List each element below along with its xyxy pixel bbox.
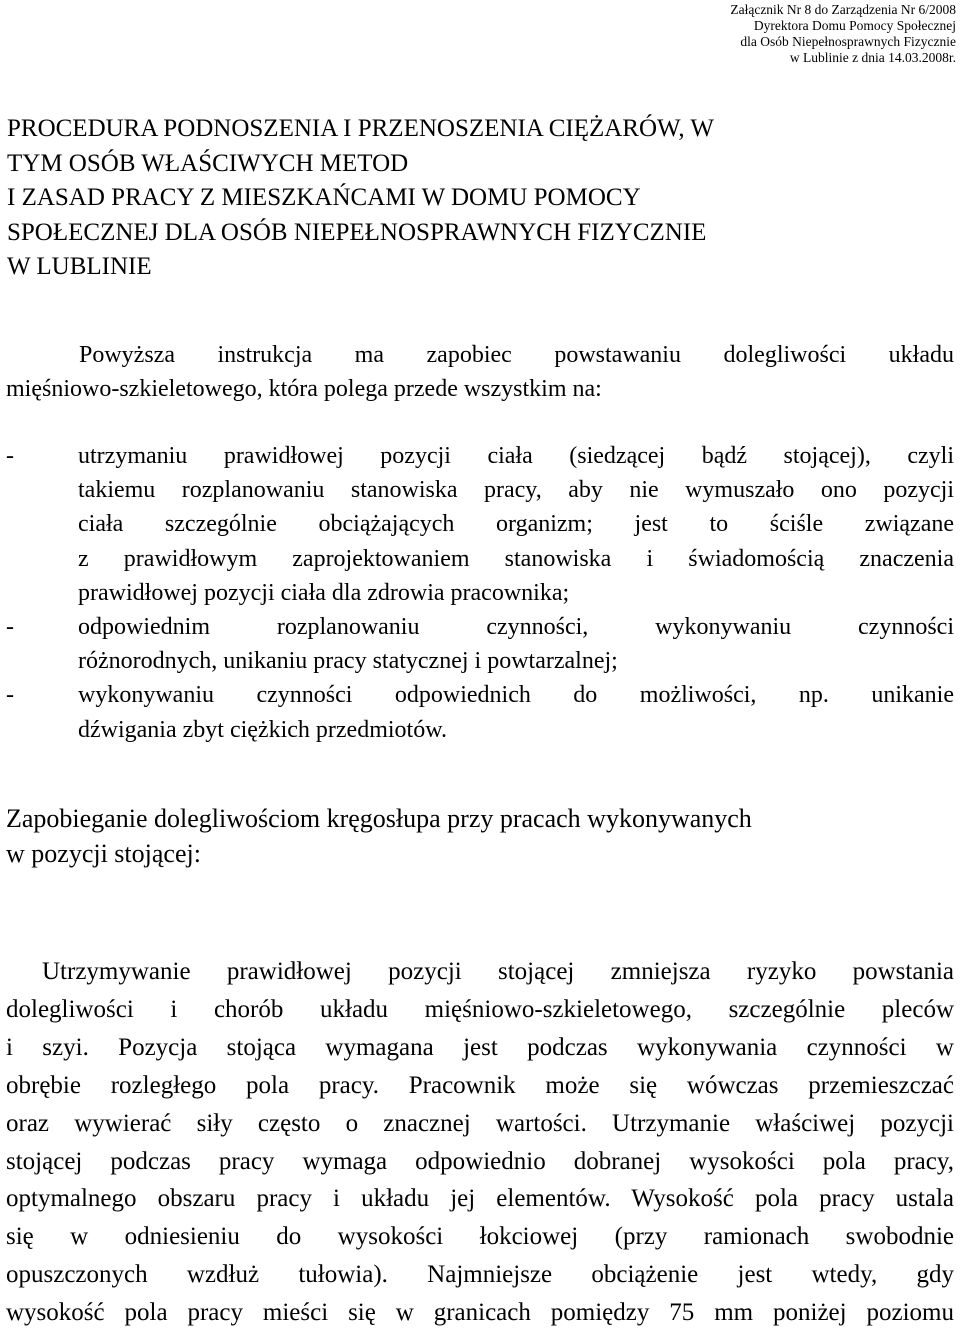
document-title [7,112,952,285]
paragraph-line: obrębie rozległego pola pracy. Pracownik może się wówczas przemieszczać [6,1071,954,1099]
paragraph-line: wysokość pola pracy mieści się w granicach pomiędzy 75 mm poniżej poziomu [6,1299,954,1327]
paragraph-line: Utrzymywanie prawidłowej pozycji stojącej zmniejsza ryzyko powstania [42,958,954,985]
annex-header-line: Dyrektora Domu Pomocy Społecznej [753,18,956,33]
intro-paragraph [6,338,954,406]
list-line: ciała szczególnie obciążających organizm; jest to ściśle związane [78,511,954,538]
paragraph-line: się w odniesieniu do wysokości łokciowej (przy ramionach swobodnie [6,1223,954,1251]
paragraph-line: dolegliwości i chorób układu mięśniowo-szkieletowego, szczególnie pleców [6,995,954,1023]
list-line: różnorodnych, unikaniu pracy statycznej i powtarzalnej; [78,648,618,675]
list-line: utrzymaniu prawidłowej pozycji ciała (siedzącej bądź stojącej), czyli [78,443,954,469]
list-item [6,439,954,610]
title-line: W LUBLINIE [7,253,152,280]
requirements-list [6,439,954,747]
list-item-text [78,678,954,746]
subheading-line: Zapobieganie dolegliwościom kręgosłupa przy pracach wykonywanych [6,804,752,833]
paragraph-line: i szyi. Pozycja stojąca wymagana jest podczas wykonywania czynności w [6,1033,954,1061]
list-dash: - [6,614,14,641]
subheading-line: w pozycji stojącej: [6,839,201,868]
title-line: PROCEDURA PODNOSZENIA I PRZENOSZENIA CIĘŻARÓW, W [7,115,714,142]
title-line: SPOŁECZNEJ DLA OSÓB NIEPEŁNOSPRAWNYCH FIZYCZNIE [7,218,707,246]
intro-line: mięśniowo-szkieletowego, która polega przede wszystkim na: [6,376,602,403]
list-line: takiemu rozplanowaniu stanowiska pracy, aby nie wymuszało ono pozycji [78,477,954,504]
paragraph-line: optymalnego obszaru pracy i układu jej elementów. Wysokość pola pracy ustala [6,1185,954,1213]
list-line: prawidłowej pozycji ciała dla zdrowia pracownika; [78,579,570,606]
title-line: TYM OSÓB WŁAŚCIWYCH METOD [7,149,409,177]
annex-header-line: w Lublinie z dnia 14.03.2008r. [789,50,956,65]
paragraph-line: opuszczonych wzdłuż tułowia). Najmniejsze obciążenie jest wtedy, gdy [6,1261,954,1289]
list-item [6,610,954,678]
list-dash: - [6,682,14,709]
list-item-text [78,439,954,610]
annex-header-line: Załącznik Nr 8 do Zarządzenia Nr 6/2008 [730,2,956,17]
paragraph-line: stojącej podczas pracy wymaga odpowiednio dobranej wysokości pola pracy, [6,1147,954,1175]
paragraph-line: oraz wywierać siły często o znacznej wartości. Utrzymanie właściwej pozycji [6,1109,954,1137]
list-dash: - [6,443,14,469]
title-line: I ZASAD PRACY Z MIESZKAŃCAMI W DOMU POMOCY [7,184,641,211]
list-item-text [78,610,954,678]
list-item [6,678,954,746]
annex-header-note [636,2,956,66]
annex-header-line: dla Osób Niepełnosprawnych Fizycznie [740,34,956,49]
intro-line: Powyższa instrukcja ma zapobiec powstawaniu dolegliwości układu [79,342,954,368]
list-line: dźwigania zbyt ciężkich przedmiotów. [78,716,447,743]
list-line: odpowiednim rozplanowaniu czynności, wykonywaniu czynności [78,614,954,641]
section-subheading [6,801,954,871]
list-line: z prawidłowym zaprojektowaniem stanowiska i świadomością znaczenia [78,545,954,572]
list-line: wykonywaniu czynności odpowiednich do możliwości, np. unikanie [78,682,954,709]
standing-position-paragraph [6,953,954,1332]
